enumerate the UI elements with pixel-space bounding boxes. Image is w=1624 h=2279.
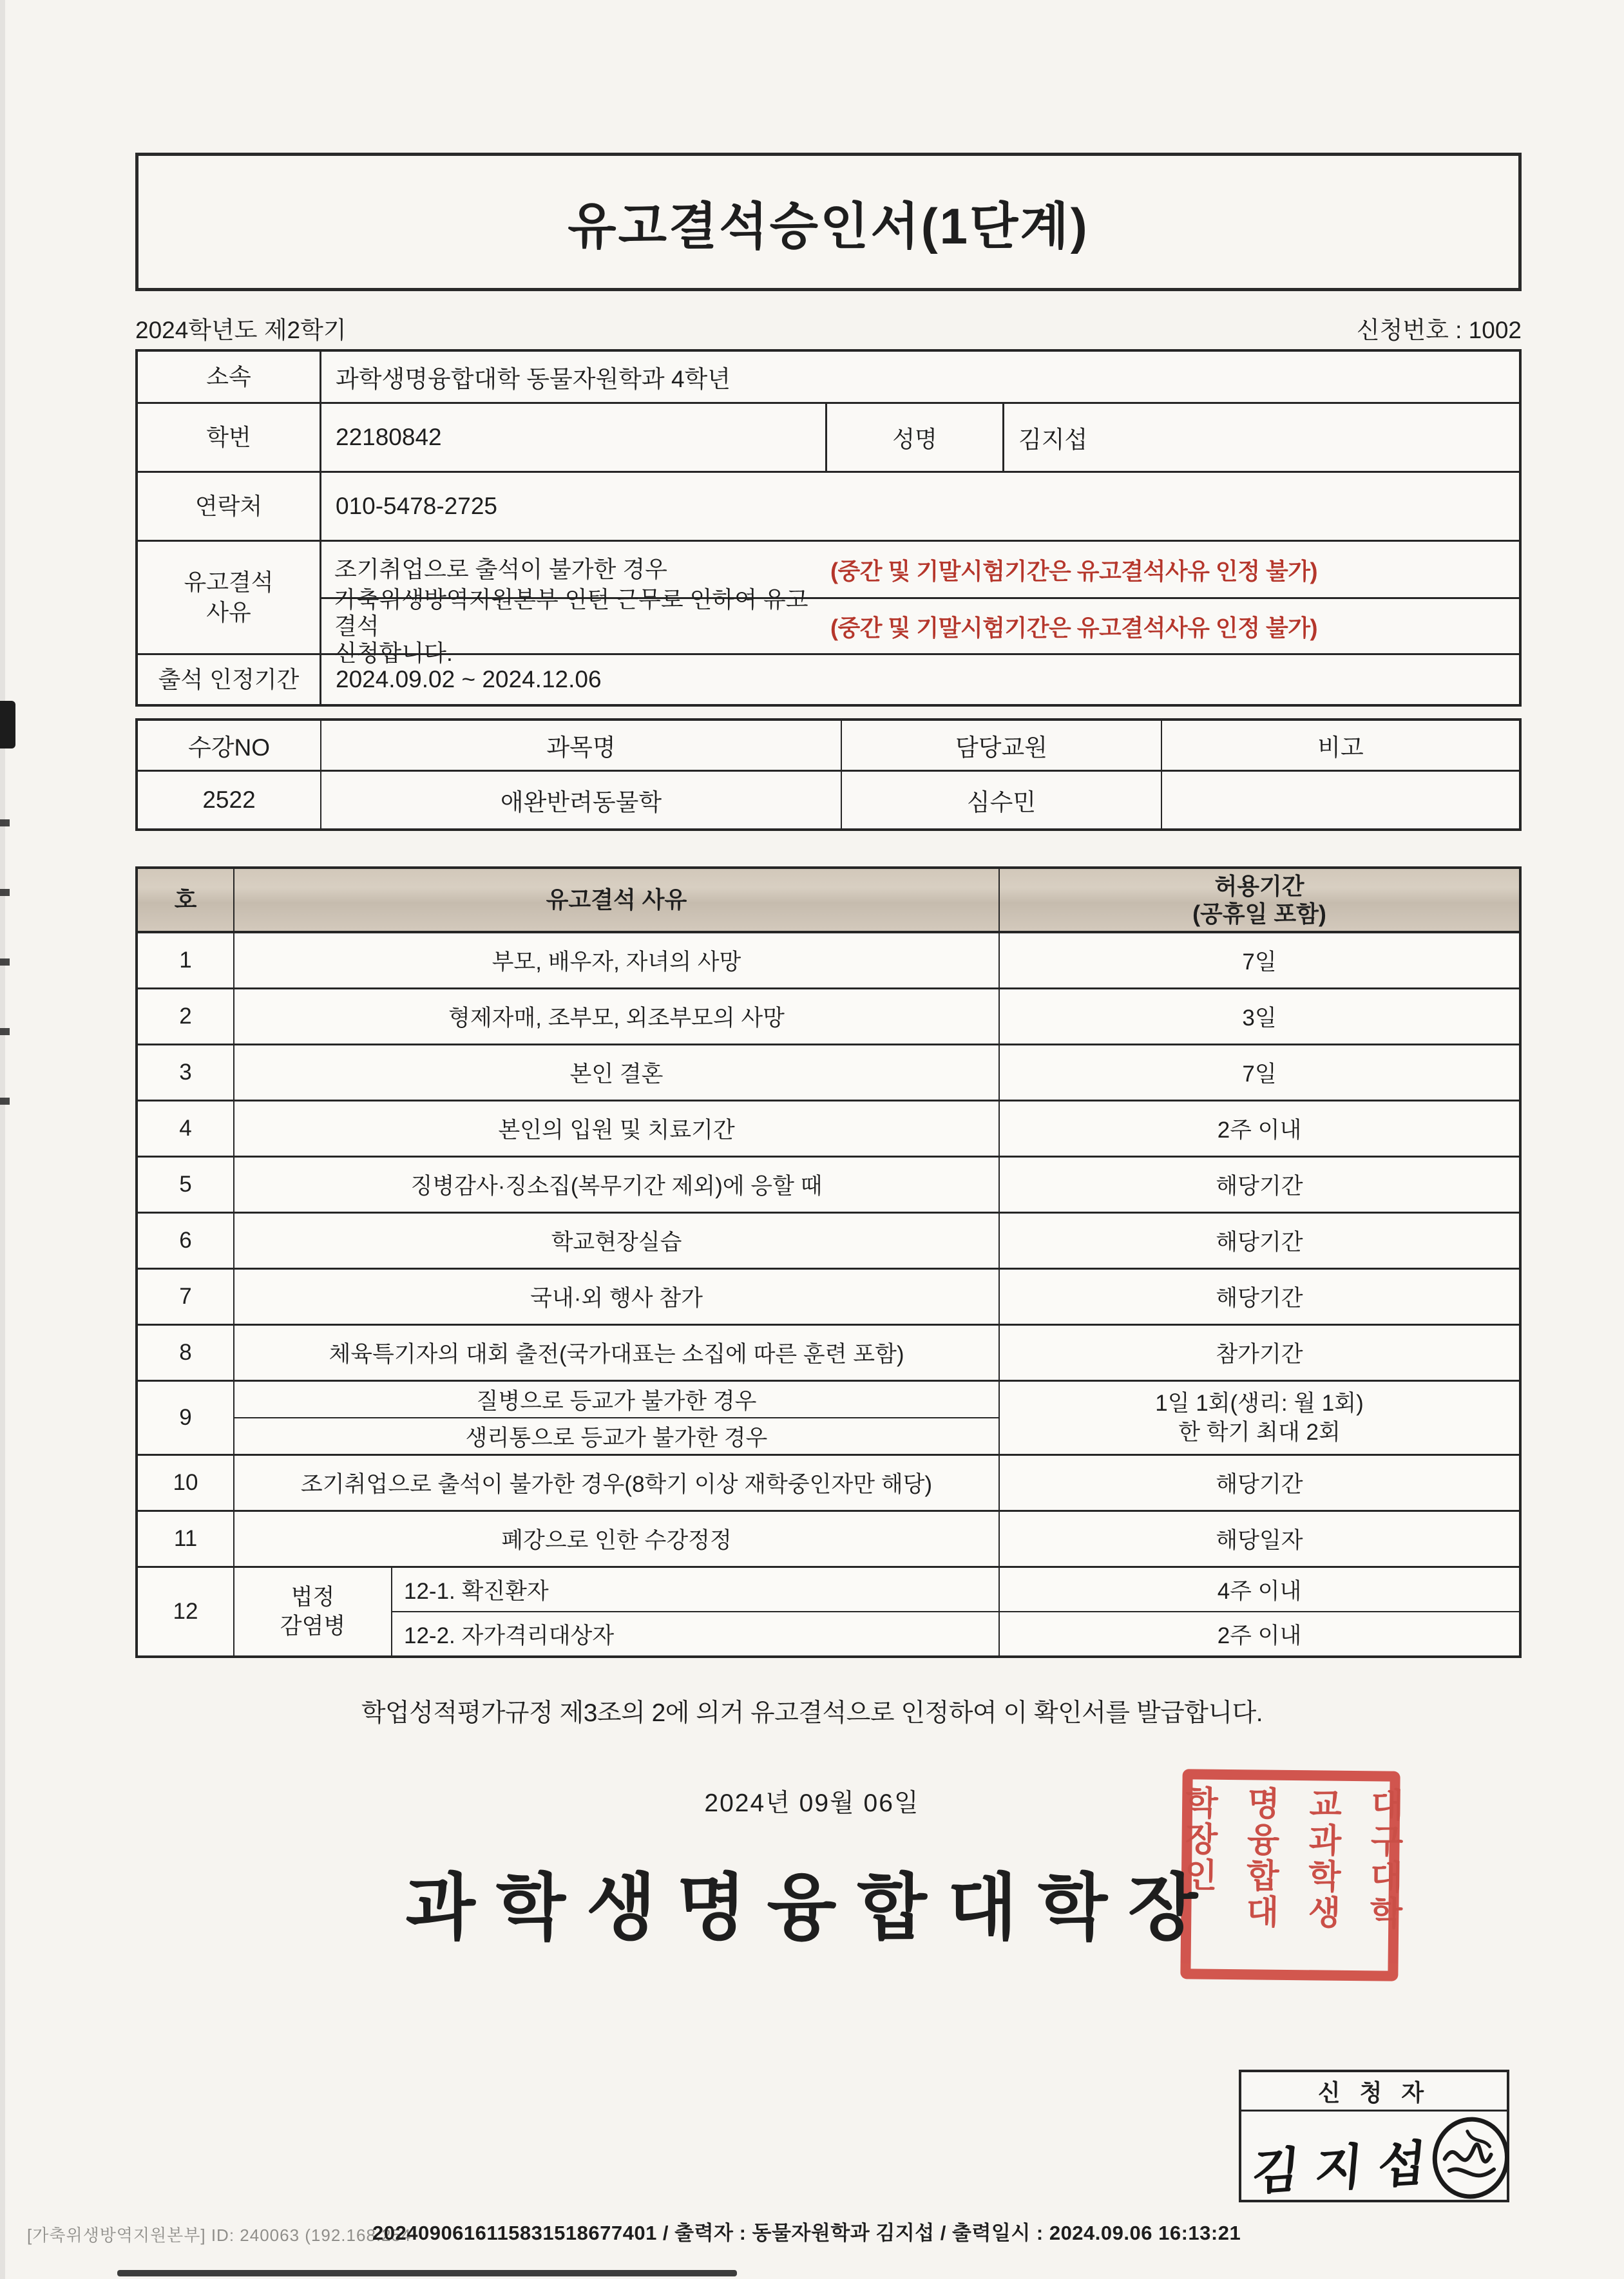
absence-reason-row-2	[321, 586, 1519, 666]
row-reason: 국내·외 행사 참가	[234, 1270, 1000, 1324]
subheader	[135, 310, 1522, 345]
applicant-signature-box	[1239, 2070, 1509, 2202]
scan-artifact	[0, 701, 15, 749]
note-value	[1162, 772, 1519, 828]
row-no: 6	[138, 1214, 234, 1268]
reasons-row-4	[138, 1101, 1519, 1158]
row-no: 8	[138, 1326, 234, 1380]
row12-sub-2	[392, 1612, 1519, 1655]
row-period: 해당일자	[1216, 1528, 1303, 1553]
row-reason: 폐강으로 인한 수강정정	[234, 1512, 1000, 1566]
reasons-row-3	[138, 1045, 1519, 1101]
scan-artifact	[0, 1098, 10, 1105]
row-reason: 체육특기자의 대회 출전(국가대표는 소집에 따른 훈련 포함)	[234, 1326, 1000, 1380]
print-footer-overlay: 2024090616115831518677401 / 출력자 : 동물자원학과 김지섭 / 출력일시 : 2024.09.06 16:13:21	[372, 2222, 1241, 2244]
row-period: 3일	[1242, 1006, 1277, 1031]
applicant-box-title: 신 청 자	[1241, 2072, 1507, 2112]
reasons-row-9	[138, 1382, 1519, 1456]
name-label: 성명	[827, 404, 1004, 471]
subject-header: 과목명	[321, 721, 842, 770]
row-no: 5	[138, 1158, 234, 1212]
row-period: 해당기간	[1216, 1230, 1303, 1255]
reasons-row-8	[138, 1326, 1519, 1382]
row12-sub1-period: 4주 이내	[1217, 1578, 1302, 1604]
row-period: 7일	[1242, 949, 1277, 975]
row-reason: 징병감사·징소집(복무기간 제외)에 응할 때	[234, 1158, 1000, 1212]
professor-value: 심수민	[842, 772, 1162, 828]
table-row-absence-reason	[138, 542, 1519, 666]
contact-label: 연락처	[138, 473, 321, 540]
course-table-header	[138, 721, 1519, 772]
absence-reason-label	[138, 542, 321, 653]
row-no: 2	[138, 989, 234, 1044]
course-table-row	[138, 772, 1519, 828]
table-row-student-id	[138, 404, 1519, 473]
table-row-affiliation	[138, 352, 1519, 404]
row-no: 4	[138, 1101, 234, 1156]
row-period: 해당기간	[1216, 1472, 1303, 1497]
title-box	[135, 153, 1522, 291]
reasons-row-7	[138, 1270, 1519, 1326]
course-no-header: 수강NO	[138, 721, 321, 770]
row12-sub-1	[392, 1568, 1519, 1612]
absence-reason-label-line2: 사유	[206, 598, 251, 625]
row-reason: 본인 결혼	[234, 1045, 1000, 1100]
issuance-statement: 학업성적평가규정 제3조의 2에 의거 유고결석으로 인정하여 이 확인서를 발급합니다.	[361, 1699, 1263, 1727]
reasons-row-1	[138, 933, 1519, 989]
absence-reasons-table	[135, 866, 1522, 1658]
page-title: 유고결석승인서(1단계)	[568, 197, 1089, 254]
student-id-label: 학번	[138, 404, 321, 471]
semester-label: 2024학년도 제2학기	[135, 317, 347, 343]
reasons-row-2	[138, 989, 1519, 1045]
row-no: 11	[138, 1512, 234, 1566]
scan-artifact	[0, 1028, 10, 1035]
row-period: 해당기간	[1216, 1286, 1303, 1311]
affiliation-value: 과학생명융합대학 동물자원학과 4학년	[336, 366, 731, 392]
issue-date: 2024년 09월 06일	[704, 1789, 920, 1817]
row9-reason-1: 질병으로 등교가 불가한 경우	[234, 1382, 998, 1418]
row-period: 참가기간	[1216, 1342, 1303, 1367]
course-table	[135, 718, 1522, 831]
scan-artifact	[0, 819, 10, 826]
absence-reason-2-line2: 신청합니다.	[334, 639, 453, 666]
row-reason: 본인의 입원 및 치료기간	[234, 1101, 1000, 1156]
application-number: 신청번호 : 1002	[1356, 317, 1522, 343]
reasons-row-6	[138, 1214, 1519, 1270]
row9-reasons	[234, 1382, 1000, 1454]
row-no: 1	[138, 933, 234, 987]
absence-reason-rows	[321, 542, 1519, 666]
print-footer-underlay: [가축위생방역지원본부] ID: 240063 (192.168.254	[27, 2226, 412, 2245]
row-reason: 학교현장실습	[234, 1214, 1000, 1268]
col-reason-header: 유고결석 사유	[234, 869, 1000, 931]
applicant-box-body	[1241, 2112, 1507, 2202]
row12-subrows	[392, 1568, 1519, 1655]
row-no: 10	[138, 1456, 234, 1510]
row12-group-line2: 감염병	[280, 1614, 346, 1639]
absence-reason-2	[321, 586, 830, 666]
row-no: 7	[138, 1270, 234, 1324]
row12-group-line1: 법정	[291, 1584, 335, 1610]
applicant-info-table	[135, 349, 1522, 707]
note-header: 비고	[1317, 734, 1364, 761]
dean-signature-text: 과학생명융합대학장	[405, 1867, 1219, 1948]
course-no-value: 2522	[138, 772, 321, 828]
absence-reason-1-note: (중간 및 기말시험기간은 유고결석사유 인정 불가)	[830, 557, 1318, 584]
name-value: 김지섭	[1018, 426, 1088, 453]
row-reason: 형제자매, 조부모, 외조부모의 사망	[234, 989, 1000, 1044]
row-period: 해당기간	[1216, 1174, 1303, 1199]
row9-period-line2: 한 학기 최대 2회	[1178, 1420, 1341, 1445]
attendance-period-value: 2024.09.02 ~ 2024.12.06	[336, 666, 602, 692]
scan-artifact	[0, 958, 10, 966]
row12-sub2-reason: 12-2. 자가격리대상자	[392, 1612, 1000, 1655]
scan-artifact	[117, 2270, 737, 2276]
reasons-row-11	[138, 1512, 1519, 1568]
applicant-personal-stamp	[1419, 2106, 1523, 2213]
contact-value: 010-5478-2725	[336, 493, 497, 519]
absence-reason-2-line1: 가축위생방역지원본부 인턴 근무로 인하여 유고결석	[334, 586, 808, 640]
row-no: 12	[138, 1568, 234, 1655]
row9-period	[1000, 1382, 1519, 1454]
row9-period-line1: 1일 1회(생리: 월 1회)	[1155, 1390, 1364, 1416]
affiliation-label: 소속	[138, 352, 321, 402]
reasons-row-12	[138, 1568, 1519, 1655]
row12-sub2-period: 2주 이내	[1217, 1623, 1302, 1648]
reasons-table-header	[138, 869, 1519, 933]
dean-seal-glyphs: 대구대학교과학생명융합대학장인	[1178, 1785, 1403, 1932]
subject-value: 애완반려동물학	[321, 772, 842, 828]
row12-sub1-reason: 12-1. 확진환자	[392, 1568, 1000, 1611]
row-reason: 부모, 배우자, 자녀의 사망	[234, 933, 1000, 987]
table-row-attendance-period	[138, 655, 1519, 704]
col-no-header: 호	[138, 869, 234, 931]
absence-reason-label-line1: 유고결석	[184, 568, 274, 595]
row9-reason-2: 생리통으로 등교가 불가한 경우	[465, 1425, 768, 1451]
row-reason: 조기취업으로 출석이 불가한 경우(8학기 이상 재학중인자만 해당)	[234, 1456, 1000, 1510]
absence-reason-1: 조기취업으로 출석이 불가한 경우	[334, 556, 667, 583]
col-period-line1: 허용기간	[1214, 872, 1304, 899]
professor-header: 담당교원	[842, 721, 1162, 770]
student-id-value: 22180842	[321, 404, 827, 471]
table-row-contact	[138, 473, 1519, 542]
col-period-header	[1000, 869, 1519, 931]
row-no: 3	[138, 1045, 234, 1100]
row-period: 7일	[1242, 1062, 1277, 1087]
reasons-row-5	[138, 1158, 1519, 1214]
applicant-handwritten-signature: 김지섭	[1249, 2135, 1444, 2200]
row12-group-label	[234, 1568, 392, 1655]
col-period-line2: (공휴일 포함)	[1192, 901, 1326, 927]
attendance-period-label: 출석 인정기간	[138, 655, 321, 704]
row-period: 2주 이내	[1217, 1118, 1302, 1143]
reasons-row-10	[138, 1456, 1519, 1512]
absence-reason-2-note: (중간 및 기말시험기간은 유고결석사유 인정 불가)	[830, 614, 1318, 641]
row-no: 9	[138, 1382, 234, 1454]
scan-artifact	[0, 889, 10, 896]
